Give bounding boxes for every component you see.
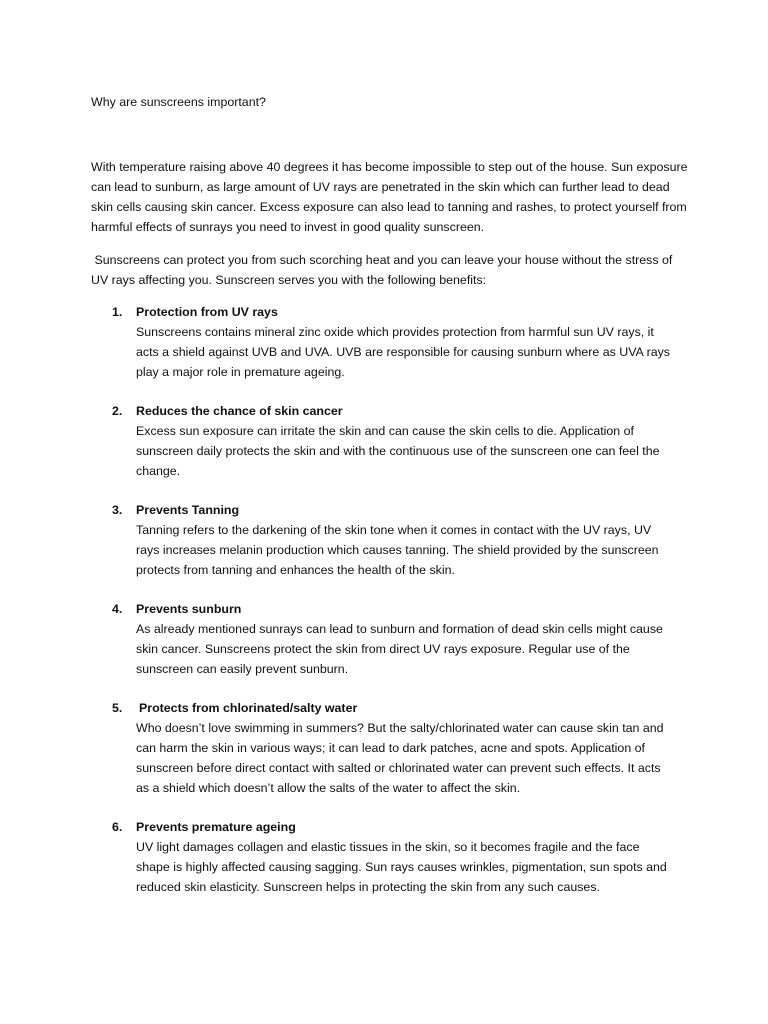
- intro-paragraph-2: [91, 250, 691, 290]
- document-title: Why are sunscreens important?: [91, 95, 266, 109]
- benefit-item-4: [0, 599, 768, 679]
- benefit-item-5: [0, 698, 768, 798]
- benefit-text: UV light damages collagen and elastic tissues in the skin, so it becomes fragile and the face shape is highly affected causing sagging. Sun rays causes wrinkles, pigmentation, sun spots and reduced skin elasticity. Sunscreen helps in protecting the skin from any such causes.: [136, 840, 667, 894]
- benefit-item-2: [0, 401, 768, 481]
- benefit-heading: Prevents premature ageing: [136, 820, 296, 834]
- benefit-text: Sunscreens contains mineral zinc oxide which provides protection from harmful sun UV rays, it acts a shield against UVB and UVA. UVB are responsible for causing sunburn where as UVA rays play a major role in premature ageing.: [136, 325, 670, 379]
- benefit-heading: Prevents sunburn: [136, 602, 242, 616]
- benefit-heading: Protection from UV rays: [136, 305, 278, 319]
- benefit-text: As already mentioned sunrays can lead to sunburn and formation of dead skin cells might cause skin cancer. Sunscreens protect the skin from direct UV rays exposure. Regular use of the sunscreen can easily prevent sunburn.: [136, 622, 663, 676]
- intro-paragraph-2-text: Sunscreens can protect you from such scorching heat and you can leave your house without the stress of UV rays affecting you. Sunscreen serves you with the following benefits:: [91, 253, 673, 287]
- benefit-number: 3.: [112, 503, 123, 517]
- benefit-item-1: [0, 302, 768, 382]
- benefit-number: 5.: [112, 701, 123, 715]
- benefit-text: Excess sun exposure can irritate the skin and can cause the skin cells to die. Application of sunscreen daily protects the skin and with the continuous use of the sunscreen one can feel the change.: [136, 424, 660, 478]
- benefit-number: 6.: [112, 820, 123, 834]
- intro-paragraph-1: With temperature raising above 40 degrees it has become impossible to step out of the house. Sun exposure can lead to sunburn, as large amount of UV rays are penetrated in the skin which can further lead to dead skin cells causing skin cancer. Excess exposure can also lead to tanning and rashes, to protect yourself from harmful effects of sunrays you need to invest in good quality sunscreen.: [91, 160, 688, 234]
- benefit-number: 4.: [112, 602, 123, 616]
- benefit-item-6: [0, 817, 768, 897]
- benefit-text: Who doesn’t love swimming in summers? But the salty/chlorinated water can cause skin tan and can harm the skin in various ways; it can lead to dark patches, acne and spots. Application of sunscreen before direct contact with salted or chlorinated water can prevent such effects. It acts as a shield which doesn’t allow the salts of the water to affect the skin.: [136, 721, 664, 795]
- benefit-number: 2.: [112, 404, 123, 418]
- benefits-list: [0, 302, 768, 916]
- benefit-number: 1.: [112, 305, 123, 319]
- benefit-heading: Protects from chlorinated/salty water: [139, 701, 358, 715]
- benefit-item-3: [0, 500, 768, 580]
- benefit-heading: Reduces the chance of skin cancer: [136, 404, 343, 418]
- benefit-heading: Prevents Tanning: [136, 503, 240, 517]
- benefit-text: Tanning refers to the darkening of the skin tone when it comes in contact with the UV rays, UV rays increases melanin production which causes tanning. The shield provided by the sunscreen protects from tanning and enhances the health of the skin.: [136, 523, 659, 577]
